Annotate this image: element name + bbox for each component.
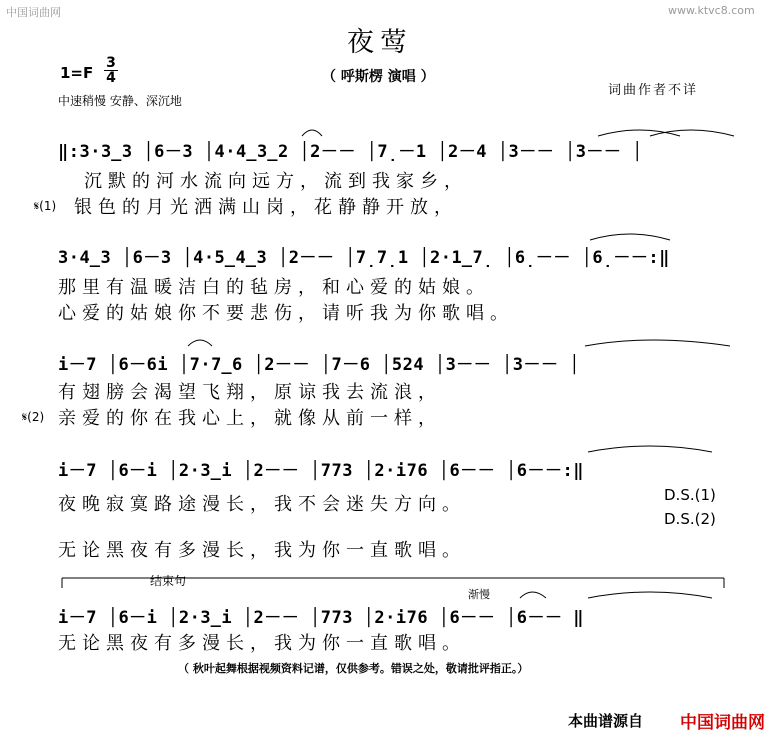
notation-row-2: 3·4̲3 │6－3 │4·5̲4̲3 │2－－ │7̣7̣1 │2·1̲7̣ │6̣－－ │6̣－－:‖ bbox=[58, 248, 670, 268]
lyric-row-3-verse-1: 有翅膀会渴望飞翔，原谅我去流浪， bbox=[58, 382, 442, 403]
slur-arc bbox=[302, 130, 322, 136]
performer: （ 呼斯楞 演唱 ） bbox=[322, 69, 435, 85]
tie-arc bbox=[590, 234, 670, 240]
lyric-row-4-verse-1: 夜晚寂寞路途漫长，我不会迷失方向。 bbox=[58, 494, 466, 515]
ds-1: D.S.(1) bbox=[664, 486, 716, 504]
lyric-row-3-verse-2: 亲爱的你在我心上，就像从前一样， bbox=[58, 408, 442, 429]
tie-arc bbox=[588, 592, 712, 598]
tie-arc bbox=[588, 446, 712, 452]
time-sig-top: 3 bbox=[106, 55, 116, 71]
tie-arc bbox=[650, 130, 734, 136]
footer-brand: 中国词曲网 bbox=[680, 713, 765, 733]
tie-arc bbox=[598, 130, 680, 136]
transcription-note: （ 秋叶起舞根据视频资料记谱，仅供参考。错误之处，敬请批评指正。） bbox=[178, 662, 529, 675]
segno-mark-2: 𝄋(2) bbox=[22, 410, 45, 424]
credits: 词曲作者不详 bbox=[608, 83, 699, 98]
time-sig-bottom: 4 bbox=[104, 70, 118, 86]
watermark-right: www.ktvc8.com bbox=[668, 4, 755, 17]
lyric-row-4-verse-2: 无论黑夜有多漫长，我为你一直歌唱。 bbox=[58, 540, 466, 561]
lyric-row-1-verse-1: 沉默的河水流向远方，流到我家乡， bbox=[84, 171, 468, 192]
slur-arc bbox=[188, 340, 212, 346]
footer-source: 本曲谱源自 bbox=[568, 712, 644, 730]
notation-row-3: i－7 │6－6i │7·7̲6 │2－－ │7－6 │524 │3－－ │3－－ │ bbox=[58, 355, 580, 375]
tie-arc bbox=[585, 340, 730, 346]
notation-row-4: i－7 │6－i │2·3̲i │2－－ │773 │2·i76 │6－－ │6－－:‖ bbox=[58, 461, 584, 481]
coda-label: 结束句 bbox=[150, 574, 187, 588]
notation-row-5: i－7 │6－i │2·3̲i │2－－ │773 │2·i76 │6－－ │6－－ ‖ bbox=[58, 608, 584, 628]
lyric-row-5: 无论黑夜有多漫长，我为你一直歌唱。 bbox=[58, 633, 466, 654]
segno-mark-1: 𝄋(1) bbox=[34, 199, 57, 213]
slur-arc bbox=[520, 592, 546, 598]
lyric-row-2-verse-1: 那里有温暖洁白的毡房，和心爱的姑娘。 bbox=[58, 277, 490, 298]
ds-2: D.S.(2) bbox=[664, 510, 716, 528]
notation-row-1: ‖:3·3̲3 │6－3 │4·4̲3̲2 │2－－ │7̣－1 │2－4 │3－－ │3－－ │ bbox=[58, 142, 643, 162]
song-title: 夜莺 bbox=[347, 27, 413, 58]
key-signature: 1=F bbox=[60, 64, 94, 82]
watermark-left: 中国词曲网 bbox=[6, 6, 61, 19]
rit-label: 渐慢 bbox=[468, 588, 490, 601]
lyric-row-1-verse-2: 银色的月光洒满山岗，花静静开放， bbox=[74, 197, 458, 218]
lyric-row-2-verse-2: 心爱的姑娘你不要悲伤，请听我为你歌唱。 bbox=[58, 303, 514, 324]
tempo-marking: 中速稍慢 安静、深沉地 bbox=[58, 94, 182, 108]
